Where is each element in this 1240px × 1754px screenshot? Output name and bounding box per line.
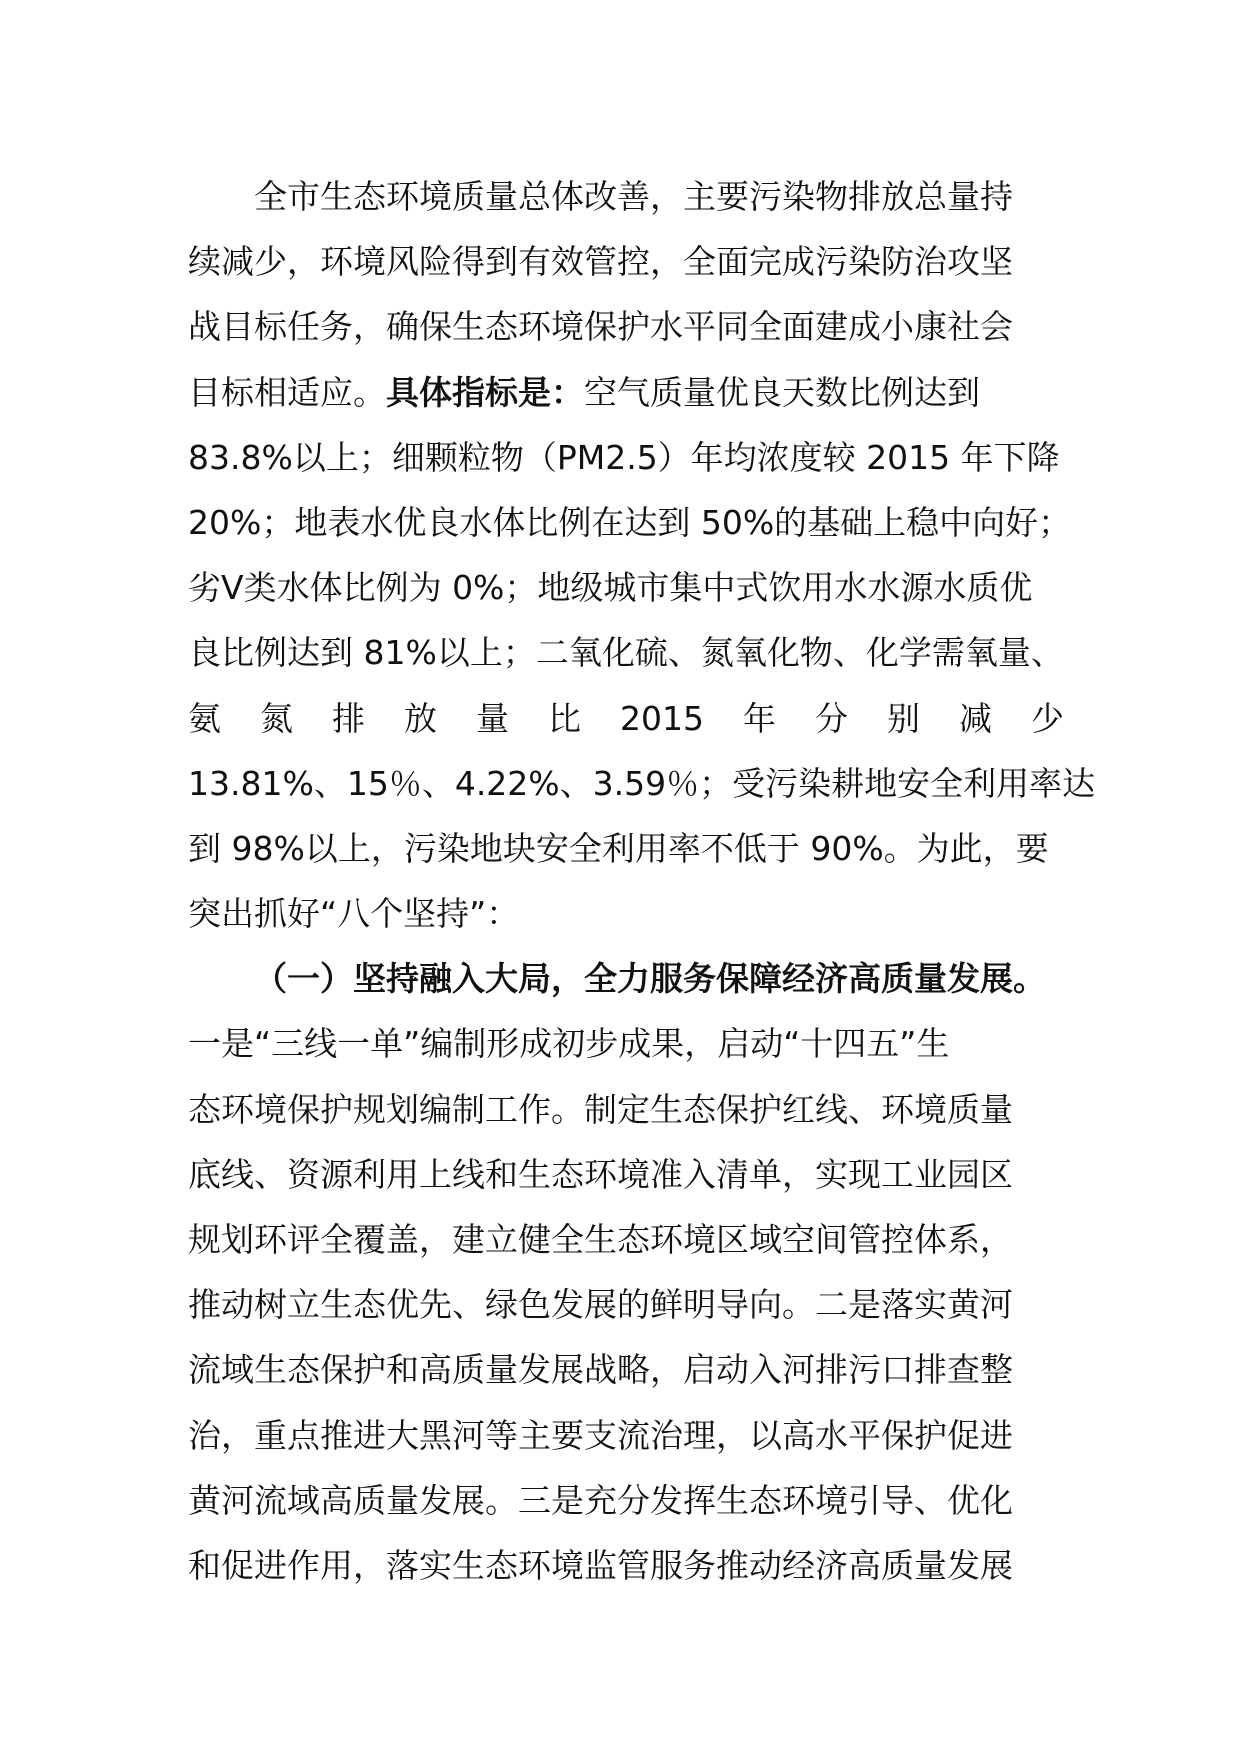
text-line: 流域生态保护和高质量发展战略，启动入河排污口排查整 — [188, 1350, 1013, 1390]
text-line: 推动树立生态优先、绿色发展的鲜明导向。二是落实黄河 — [188, 1285, 1013, 1325]
text-line: 战目标任务，确保生态环境保护水平同全面建成小康社会 — [188, 307, 1013, 347]
text-line: 83.8%以上；细颗粒物（PM2.5）年均浓度较 2015 年下降 — [188, 437, 1060, 477]
word: 放 — [404, 698, 437, 738]
word: 氮 — [260, 698, 293, 738]
text-line: 全市生态环境质量总体改善，主要污染物排放总量持 — [254, 177, 1013, 216]
text-line: 和促进作用，落实生态环境监管服务推动经济高质量发展 — [188, 1545, 1013, 1585]
section-heading: （一）坚持融入大局，全力服务保障经济高质量发展。 — [254, 959, 1046, 999]
text-line: 到 98%以上，污染地块安全利用率不低于 90%。为此，要 — [188, 828, 1049, 868]
text-line: 底线、资源利用上线和生态环境准入清单，实现工业园区 — [188, 1154, 1013, 1194]
text-line: 突出抓好“八个坚持”： — [188, 894, 520, 934]
word: 比 — [548, 698, 581, 738]
text-line — [188, 360, 1064, 425]
text-line: 13.81%、15％、4.22%、3.59％；受污染耕地安全利用率达 — [188, 763, 1096, 803]
text-line: 黄河流域高质量发展。三是充分发挥生态环境引导、优化 — [188, 1480, 1013, 1520]
word: 减 — [958, 698, 992, 738]
word: 排 — [332, 698, 365, 738]
word: 年 — [742, 698, 776, 738]
word: 别 — [886, 698, 920, 738]
text-line: 劣Ⅴ类水体比例为 0%；地级城市集中式饮用水水源水质优 — [188, 568, 1033, 608]
text-run: 空气质量优良天数比例达到 — [584, 372, 980, 412]
bold-label: 具体指标是： — [386, 372, 584, 412]
word: 量 — [476, 698, 509, 738]
text-line: 规划环评全覆盖，建立健全生态环境区域空间管控体系， — [188, 1220, 1013, 1259]
text-run: 目标相适应。 — [188, 372, 386, 412]
text-line: 治，重点推进大黑河等主要支流治理，以高水平保护促进 — [188, 1415, 1013, 1455]
text-line: 续减少，环境风险得到有效管控，全面完成污染防治攻坚 — [188, 242, 1013, 282]
word: 2015 — [620, 698, 704, 738]
text-line: 态环境保护规划编制工作。制定生态保护红线、环境质量 — [188, 1089, 1013, 1129]
word: 分 — [814, 698, 848, 738]
word: 少 — [1030, 698, 1064, 738]
text-line: 20%；地表水优良水体比例在达到 50%的基础上稳中向好； — [188, 502, 1072, 542]
document-page — [188, 164, 1096, 1598]
word: 氨 — [188, 698, 221, 738]
text-line: 一是“三线一单”编制形成初步成果，启动“十四五”生 — [188, 1024, 950, 1064]
justified-text-line — [188, 686, 1064, 751]
text-line: 良比例达到 81%以上；二氧化硫、氮氧化物、化学需氧量、 — [188, 633, 1064, 673]
